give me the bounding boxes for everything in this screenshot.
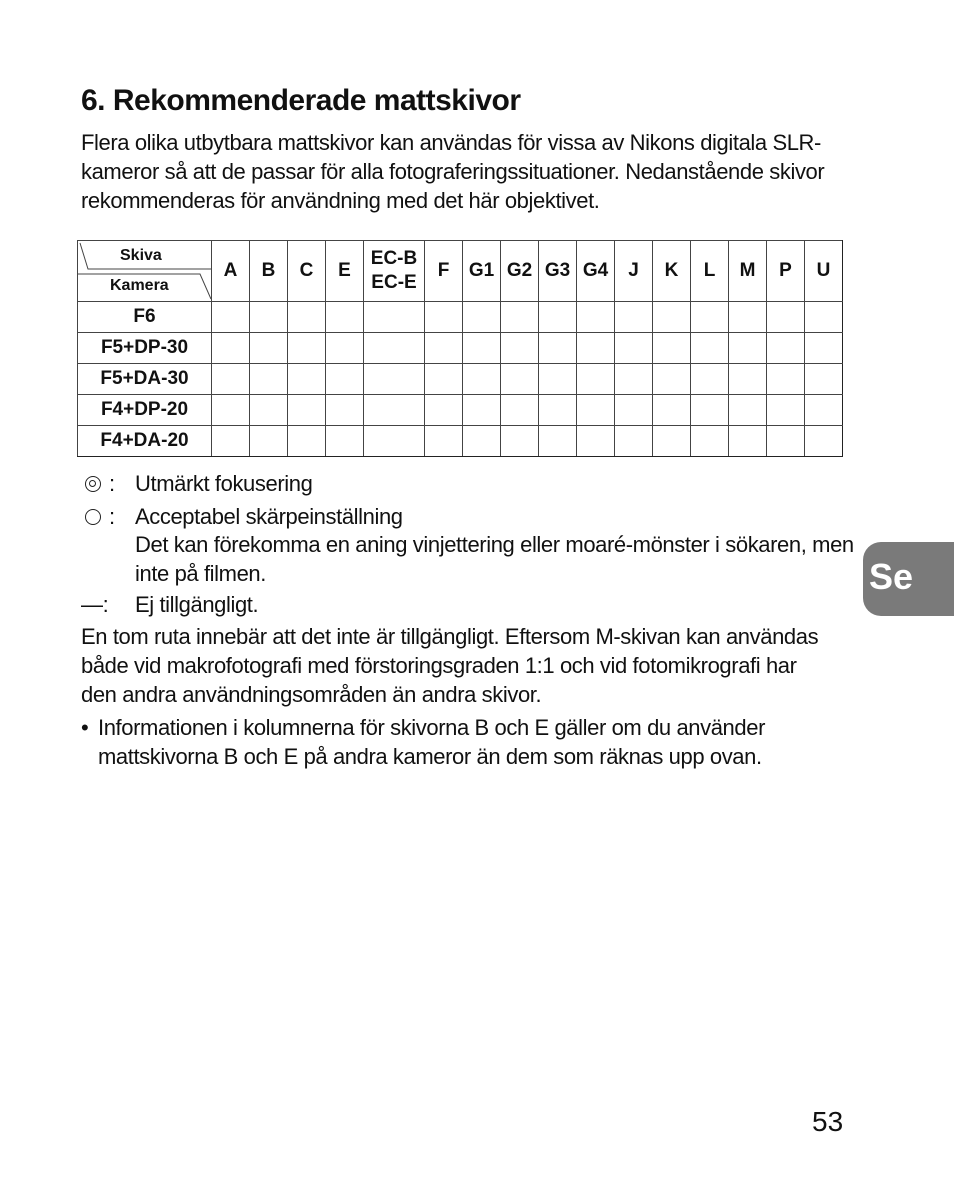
legend-colon: : — [109, 471, 115, 496]
note-line: inte på filmen. — [135, 561, 266, 586]
column-header: G1 — [463, 241, 501, 302]
column-header: C — [288, 241, 326, 302]
legend-excellent — [81, 469, 312, 498]
language-tab — [863, 542, 954, 616]
camera-cell: F4+DA-20 — [78, 426, 212, 457]
camera-cell: F6 — [78, 302, 212, 333]
intro-line: kameror så att de passar för alla fotograferingssituationer. Nedanstående skivor — [81, 159, 825, 184]
column-header: F — [425, 241, 463, 302]
camera-cell: F4+DP-20 — [78, 395, 212, 426]
table-row — [78, 364, 843, 395]
page-number: 53 — [812, 1106, 844, 1137]
table-row — [78, 395, 843, 426]
note-line: Det kan förekomma en aning vinjettering eller moaré-mönster i sökaren, men — [135, 532, 854, 557]
corner-label-camera: Kamera — [110, 277, 169, 294]
legend-colon: : — [109, 504, 115, 529]
bullet-line: Informationen i kolumnerna för skivorna B och E gäller om du använder — [98, 715, 765, 740]
corner-label-screen: Skiva — [120, 247, 162, 264]
intro-line: Flera olika utbytbara mattskivor kan användas för vissa av Nikons digitala SLR- — [81, 130, 821, 155]
legend-excellent-text: Utmärkt fokusering — [135, 471, 313, 496]
intro-paragraph — [81, 128, 824, 215]
circle-icon — [81, 502, 109, 531]
column-header: G4 — [577, 241, 615, 302]
table-row — [78, 426, 843, 457]
note-line: den andra användningsområden än andra skivor. — [81, 682, 542, 707]
page-title: 6. Rekommenderade mattskivor — [81, 84, 521, 117]
camera-cell: F5+DP-30 — [78, 333, 212, 364]
column-header: M — [729, 241, 767, 302]
column-header: G2 — [501, 241, 539, 302]
legend-acceptable-note — [135, 530, 854, 588]
note-paragraph — [81, 622, 818, 709]
intro-line: rekommenderas för användning med det här objektivet. — [81, 188, 600, 213]
column-header: J — [615, 241, 653, 302]
column-header-line: EC-B — [370, 248, 418, 269]
table-row — [78, 302, 843, 333]
legend-acceptable-text: Acceptabel skärpeinställning — [135, 504, 403, 529]
column-header: L — [691, 241, 729, 302]
bullet-line: mattskivorna B och E på andra kameror än dem som räknas upp ovan. — [98, 744, 762, 769]
double-circle-icon — [81, 469, 109, 498]
legend-acceptable — [81, 502, 403, 531]
camera-cell: F5+DA-30 — [78, 364, 212, 395]
column-header: A — [212, 241, 250, 302]
column-header — [364, 241, 425, 302]
table-corner-cell — [78, 241, 212, 302]
column-header: P — [767, 241, 805, 302]
table-header-row — [78, 241, 843, 302]
legend-unavailable-text: Ej tillgängligt. — [135, 592, 259, 617]
column-header: K — [653, 241, 691, 302]
note-line: både vid makrofotografi med förstoringsgraden 1:1 och vid fotomikrografi har — [81, 653, 797, 678]
bullet-mark: • — [81, 715, 89, 740]
column-header: U — [805, 241, 843, 302]
column-header: B — [250, 241, 288, 302]
column-header-line: EC-E — [371, 272, 417, 293]
language-tab-label: Se — [869, 556, 914, 597]
bullet-item — [81, 713, 765, 771]
legend-unavailable — [81, 590, 258, 619]
column-header: E — [326, 241, 364, 302]
dash-symbol: —: — [81, 592, 109, 617]
focusing-screen-table — [77, 240, 843, 457]
column-header: G3 — [539, 241, 577, 302]
table-row — [78, 333, 843, 364]
note-line: En tom ruta innebär att det inte är tillgängligt. Eftersom M-skivan kan användas — [81, 624, 819, 649]
